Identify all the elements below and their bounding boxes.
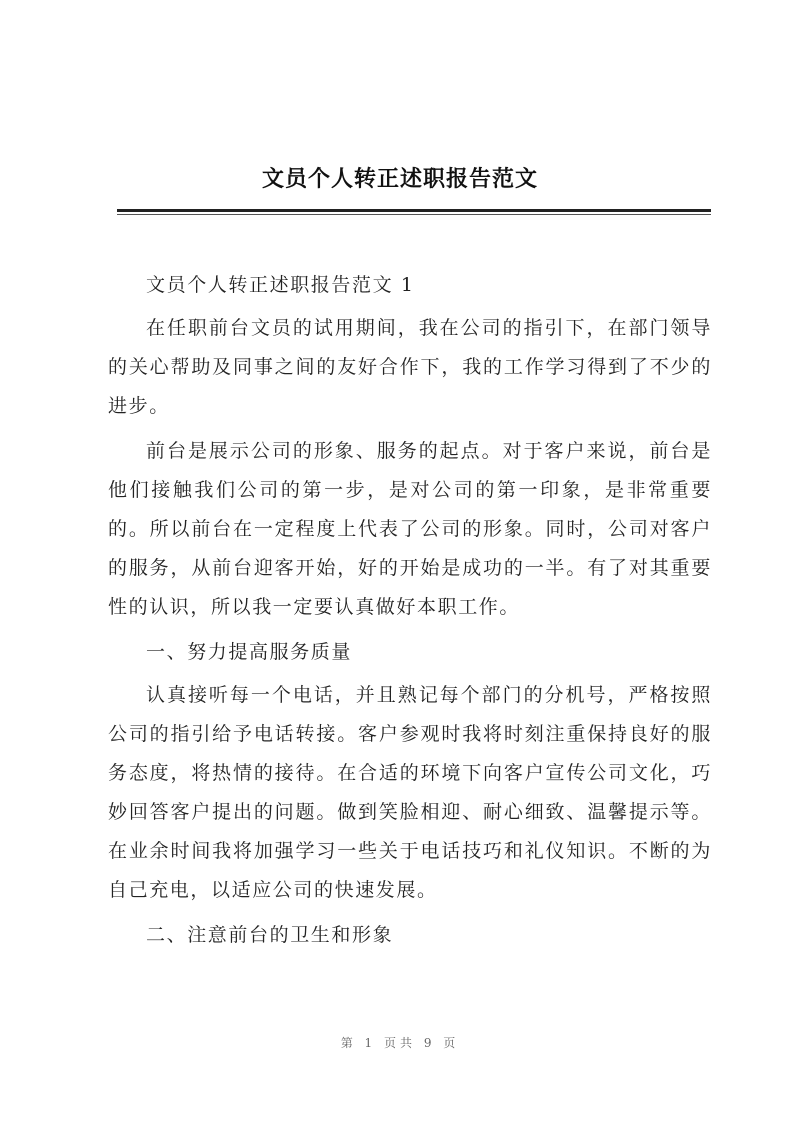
heading-service-quality: 一、努力提高服务质量 [146, 641, 353, 663]
document-body [108, 266, 712, 959]
section-title: 文员个人转正述职报告范文 1 [146, 274, 415, 296]
title-divider-thick [117, 209, 711, 212]
title-divider-thin [117, 214, 711, 215]
paragraph-intro: 在任职前台文员的试用期间，我在公司的指引下，在部门领导的关心帮助及同事之间的友好合作下，我的工作学习得到了不少的进步。 [108, 317, 712, 417]
paragraph-front-desk: 前台是展示公司的形象、服务的起点。对于客户来说，前台是他们接触我们公司的第一步，是对公司的第一印象，是非常重要的。所以前台在一定程度上代表了公司的形象。同时，公司对客户的服务，从前台迎客开始，好的开始是成功的一半。有了对其重要性的认识，所以我一定要认真做好本职工作。 [108, 440, 712, 618]
page-number: 第 1 页共 9 页 [340, 1036, 460, 1050]
paragraph-service-quality: 认真接听每一个电话，并且熟记每个部门的分机号，严格按照公司的指引给予电话转接。客户参观时我将时刻注重保持良好的服务态度，将热情的接待。在合适的环境下向客户宣传公司文化，巧妙回答客户提出的问题。做到笑脸相迎、耐心细致、温馨提示等。在业余时间我将加强学习一些关于电话技巧和礼仪知识。不断的为自己充电，以适应公司的快速发展。 [108, 684, 712, 901]
document-title: 文员个人转正述职报告范文 [261, 166, 538, 192]
heading-hygiene-image: 二、注意前台的卫生和形象 [146, 924, 394, 946]
